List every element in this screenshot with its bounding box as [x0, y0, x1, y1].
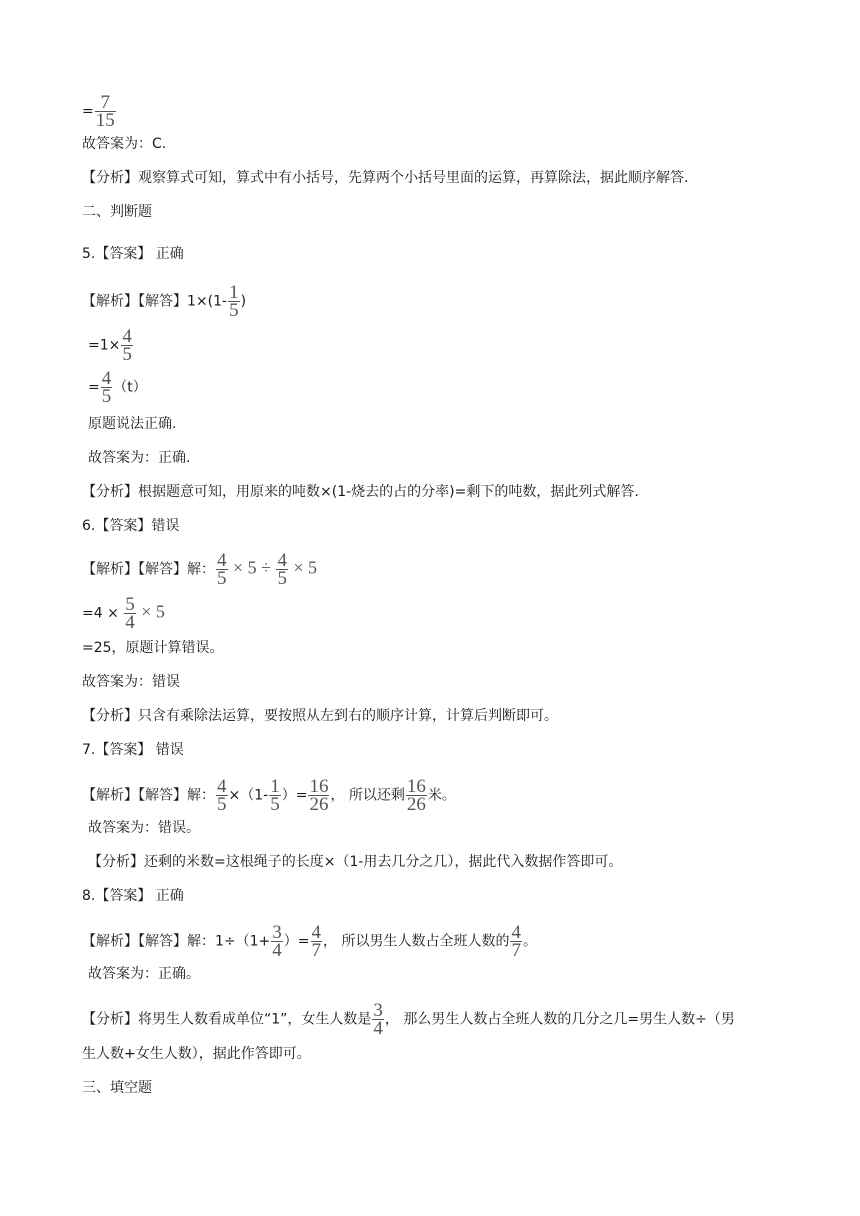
question-6-step: [82, 596, 165, 631]
numerator: 7: [100, 92, 110, 113]
question-8-analysis: [82, 1002, 735, 1037]
analysis-line: 【分析】观察算式可知，算式中有小括号，先算两个小括号里面的运算，再算除法，据此顺序解答.: [82, 170, 689, 186]
step-text: =: [88, 379, 100, 396]
question-5-conclusion: 故答案为：正确.: [88, 450, 191, 466]
denominator: 7: [511, 940, 521, 961]
denominator: 5: [270, 794, 280, 815]
analysis-text: ， 那么男生人数占全班人数的几分之几=男生人数÷（男: [384, 1011, 735, 1028]
solution-text: 【解析】【解答】解：1÷（1+: [82, 933, 271, 950]
solution-text: ， 所以男生人数占全班人数的: [323, 933, 510, 950]
numerator: 16: [406, 776, 426, 797]
question-7-analysis: 【分析】还剩的米数=这根绳子的长度×（1-用去几分之几），据此代入数据作答即可。: [88, 854, 623, 870]
fraction: [510, 924, 522, 959]
numerator: 3: [272, 922, 282, 943]
denominator: 26: [309, 794, 329, 815]
question-5-answer: 5.【答案】 正确: [82, 246, 184, 262]
solution-text: ， 所以还剩: [330, 787, 405, 804]
math-operator: × 5: [141, 601, 165, 622]
denominator: 5: [122, 344, 132, 365]
question-6-result: =25，原题计算错误。: [82, 640, 224, 656]
step-text: =4 ×: [82, 605, 119, 622]
analysis-text: 【分析】将男生人数看成单位“1”，女生人数是: [82, 1011, 372, 1028]
section-heading: 二、判断题: [82, 204, 152, 220]
question-6-conclusion: 故答案为：错误: [82, 674, 180, 690]
question-7-conclusion: 故答案为：错误。: [88, 820, 200, 836]
fraction: [271, 924, 283, 959]
fraction: [228, 284, 240, 319]
solution-text: 【解析】【解答】解：: [82, 787, 215, 804]
question-5-step: [88, 370, 147, 405]
denominator: 5: [217, 794, 227, 815]
fraction: [372, 1002, 384, 1037]
question-5-solution: [82, 284, 246, 319]
denominator: 5: [101, 386, 112, 407]
question-7-solution: [82, 778, 456, 813]
question-5-note: 原题说法正确.: [88, 416, 177, 432]
fraction: [311, 924, 323, 959]
fraction: [124, 596, 136, 631]
question-6-analysis: 【分析】只含有乘除法运算，要按照从左到右的顺序计算，计算后判断即可。: [82, 708, 558, 724]
solution-text: ×（1-: [228, 787, 269, 804]
fraction: [269, 778, 281, 813]
denominator: 5: [229, 300, 239, 321]
fraction: [101, 370, 113, 405]
denominator: 5: [217, 568, 227, 589]
fraction: [216, 778, 228, 813]
numerator: 4: [217, 776, 227, 797]
fraction: [95, 94, 116, 129]
question-7-answer: 7.【答案】 错误: [82, 742, 184, 758]
denominator: 4: [272, 940, 282, 961]
question-5-step: [88, 328, 134, 363]
denominator: 7: [311, 940, 322, 961]
denominator: 4: [125, 612, 135, 633]
question-8-solution: [82, 924, 537, 959]
solution-text: 。: [522, 933, 537, 950]
question-8-conclusion: 故答案为：正确。: [88, 966, 200, 982]
fraction: [121, 328, 133, 363]
equation-line: [82, 94, 117, 129]
numerator: 1: [229, 282, 239, 303]
question-5-analysis: 【分析】根据题意可知，用原来的吨数×(1-烧去的占的分率)=剩下的吨数，据此列式解答.: [82, 484, 639, 500]
solution-text: 米。: [427, 787, 456, 804]
math-operator: × 5: [293, 557, 318, 578]
step-text: （t）: [113, 379, 147, 396]
solution-text: ): [240, 293, 247, 310]
math-operator: × 5 ÷: [232, 557, 271, 578]
denominator: 15: [95, 110, 115, 131]
numerator: 4: [122, 326, 132, 347]
numerator: 4: [511, 922, 521, 943]
fraction: [216, 552, 228, 587]
denominator: 4: [373, 1018, 383, 1039]
numerator: 16: [309, 776, 329, 797]
numerator: 4: [101, 368, 112, 389]
equals-sign: =: [82, 103, 94, 120]
question-8-analysis-cont: 生人数+女生人数），据此作答即可。: [82, 1046, 311, 1062]
solution-text: ）=: [283, 933, 310, 950]
numerator: 4: [277, 550, 287, 571]
denominator: 26: [406, 794, 426, 815]
solution-text: ）=: [281, 787, 308, 804]
fraction: [276, 552, 288, 587]
section-heading: 三、填空题: [82, 1080, 152, 1096]
numerator: 3: [373, 1000, 383, 1021]
step-text: =1×: [88, 337, 121, 354]
numerator: 1: [270, 776, 280, 797]
denominator: 5: [277, 568, 287, 589]
question-6-answer: 6.【答案】错误: [82, 518, 180, 534]
solution-text: 【解析】【解答】解：: [82, 561, 215, 578]
question-8-answer: 8.【答案】 正确: [82, 888, 184, 904]
question-6-solution: [82, 552, 317, 587]
fraction: [308, 778, 329, 813]
fraction: [406, 778, 427, 813]
solution-text: 【解析】【解答】1×(1-: [82, 293, 228, 310]
numerator: 5: [125, 594, 135, 615]
numerator: 4: [217, 550, 227, 571]
numerator: 4: [311, 922, 322, 943]
answer-line: 故答案为：C.: [82, 136, 167, 152]
